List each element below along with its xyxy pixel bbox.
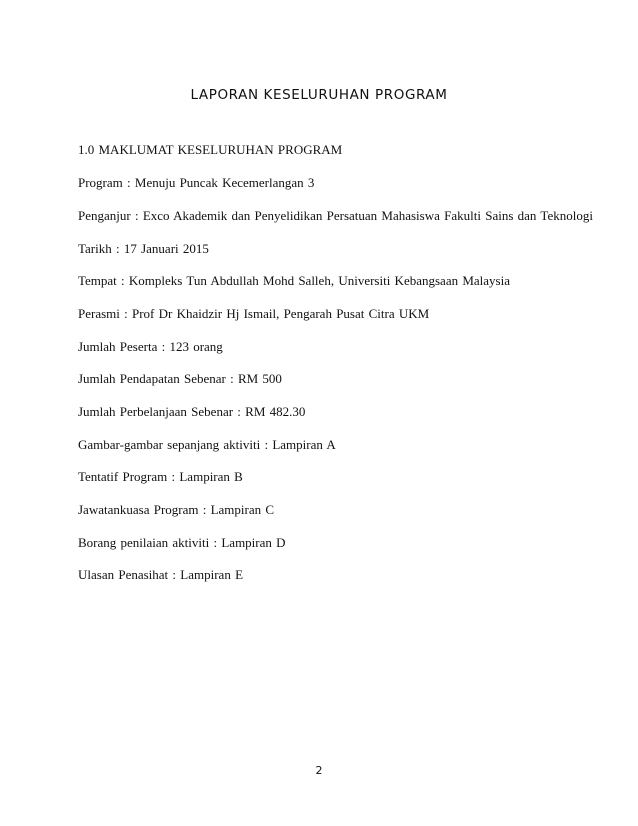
line-tempat: Tempat : Kompleks Tun Abdullah Mohd Salleh, Universiti Kebangsaan Malaysia — [78, 273, 510, 288]
line-jumlah-pendapatan: Jumlah Pendapatan Sebenar : RM 500 — [78, 371, 282, 386]
line-tentatif: Tentatif Program : Lampiran B — [78, 469, 243, 484]
page-number: 2 — [315, 764, 323, 777]
section-heading: 1.0 MAKLUMAT KESELURUHAN PROGRAM — [78, 142, 343, 157]
report-title: LAPORAN KESELURUHAN PROGRAM — [190, 87, 448, 103]
line-tarikh: Tarikh : 17 Januari 2015 — [78, 241, 209, 256]
line-gambar: Gambar-gambar sepanjang aktiviti : Lampiran A — [78, 437, 336, 452]
line-jumlah-perbelanjaan: Jumlah Perbelanjaan Sebenar : RM 482.30 — [78, 404, 306, 419]
line-jumlah-peserta: Jumlah Peserta : 123 orang — [78, 339, 223, 354]
line-penganjur: Penganjur : Exco Akademik dan Penyelidikan Persatuan Mahasiswa Fakulti Sains dan Teknologi — [78, 208, 593, 223]
line-perasmi: Perasmi : Prof Dr Khaidzir Hj Ismail, Pengarah Pusat Citra UKM — [78, 306, 430, 321]
line-borang-penilaian: Borang penilaian aktiviti : Lampiran D — [78, 535, 286, 550]
line-jawatankuasa: Jawatankuasa Program : Lampiran C — [78, 502, 275, 517]
line-program: Program : Menuju Puncak Kecemerlangan 3 — [78, 175, 315, 190]
line-ulasan-penasihat: Ulasan Penasihat : Lampiran E — [78, 567, 244, 582]
